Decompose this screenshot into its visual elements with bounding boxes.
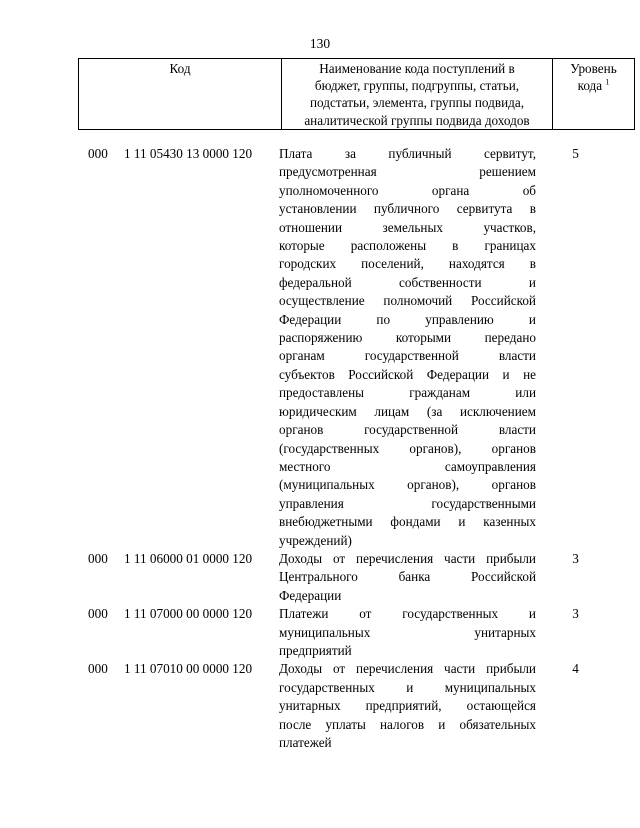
name-line: осуществление полномочий Российской [279, 293, 536, 309]
name-line: предоставлены гражданам или [279, 385, 536, 401]
table-row [78, 145, 618, 550]
admin-code: 000 [88, 550, 108, 566]
level-cell: 4 [572, 661, 579, 677]
name-line: федеральной собственности и [279, 274, 536, 290]
header-level-cell [553, 59, 635, 130]
name-line: предусмотренная решением [279, 164, 536, 180]
name-line: органов государственной власти [279, 422, 536, 438]
revenue-code: 1 11 07000 00 0000 120 [124, 606, 253, 622]
table-row [78, 605, 618, 660]
header-code-cell [79, 59, 282, 130]
name-line: Плата за публичный сервитут, [279, 146, 536, 161]
name-line: уполномоченного органа об [279, 182, 536, 198]
name-line: распоряжению которыми передано [279, 330, 536, 346]
code-cell [78, 660, 274, 678]
level-cell: 3 [572, 606, 579, 622]
revenue-code: 1 11 05430 13 0000 120 [124, 146, 253, 161]
name-line: Платежи от государственных и [279, 606, 536, 622]
table-header [78, 58, 635, 130]
table-row [78, 550, 618, 605]
name-line: органам государственной власти [279, 348, 536, 364]
header-level-footnote: 1 [605, 77, 610, 87]
header-name-line: аналитической группы подвида доходов [304, 112, 530, 128]
name-cell [274, 145, 536, 550]
name-line: городских поселений, находятся в [279, 256, 536, 272]
name-cell [274, 550, 536, 605]
name-line: государственных и муниципальных [279, 679, 536, 695]
header-name-cell [282, 59, 553, 130]
name-line: которые расположены в границах [279, 238, 536, 254]
header-level-line2: кода [577, 78, 603, 94]
name-line: предприятий [279, 642, 352, 658]
revenue-code: 1 11 07010 00 0000 120 [124, 661, 253, 677]
name-line: управления государственными [279, 495, 536, 511]
name-line: унитарных предприятий, остающейся [279, 698, 536, 714]
name-line: юридическим лицам (за исключением [279, 403, 536, 419]
name-cell [274, 605, 536, 660]
header-name-line: подстатьи, элемента, группы подвида, [310, 95, 524, 111]
name-line: местного самоуправления [279, 458, 536, 474]
name-line: субъектов Российской Федерации и не [279, 366, 536, 382]
level-cell: 3 [572, 550, 579, 566]
code-cell [78, 145, 274, 163]
name-line: отношении земельных участков, [279, 219, 536, 235]
name-line: учреждений) [279, 532, 352, 548]
revenue-code: 1 11 06000 01 0000 120 [124, 550, 253, 566]
name-cell [274, 660, 536, 752]
level-cell: 5 [572, 146, 579, 161]
name-line: Федерации [279, 587, 342, 603]
name-line: после уплаты налогов и обязательных [279, 716, 536, 732]
header-name-line: Наименование кода поступлений в [319, 61, 515, 76]
page-number: 130 [309, 36, 331, 51]
name-line: (муниципальных органов), органов [279, 477, 536, 493]
name-line: Федерации по управлению и [279, 311, 536, 327]
name-line: Доходы от перечисления части прибыли [279, 550, 536, 566]
table-row [78, 660, 618, 752]
name-line: Доходы от перечисления части прибыли [279, 661, 536, 677]
table-body [78, 145, 618, 752]
name-line: внебюджетными фондами и казенных [279, 514, 536, 530]
name-line: платежей [279, 735, 332, 750]
name-line: муниципальных унитарных [279, 624, 536, 640]
code-cell [78, 605, 274, 623]
name-line: (государственных органов), органов [279, 440, 536, 456]
admin-code: 000 [88, 606, 108, 622]
code-cell [78, 550, 274, 568]
admin-code: 000 [88, 661, 108, 677]
name-line: установлении публичного сервитута в [279, 201, 536, 217]
header-level-line1: Уровень [570, 61, 617, 76]
name-line: Центрального банка Российской [279, 569, 536, 585]
header-code-label: Код [169, 61, 191, 76]
admin-code: 000 [88, 146, 108, 161]
header-name-line: бюджет, группы, подгруппы, статьи, [314, 78, 520, 94]
